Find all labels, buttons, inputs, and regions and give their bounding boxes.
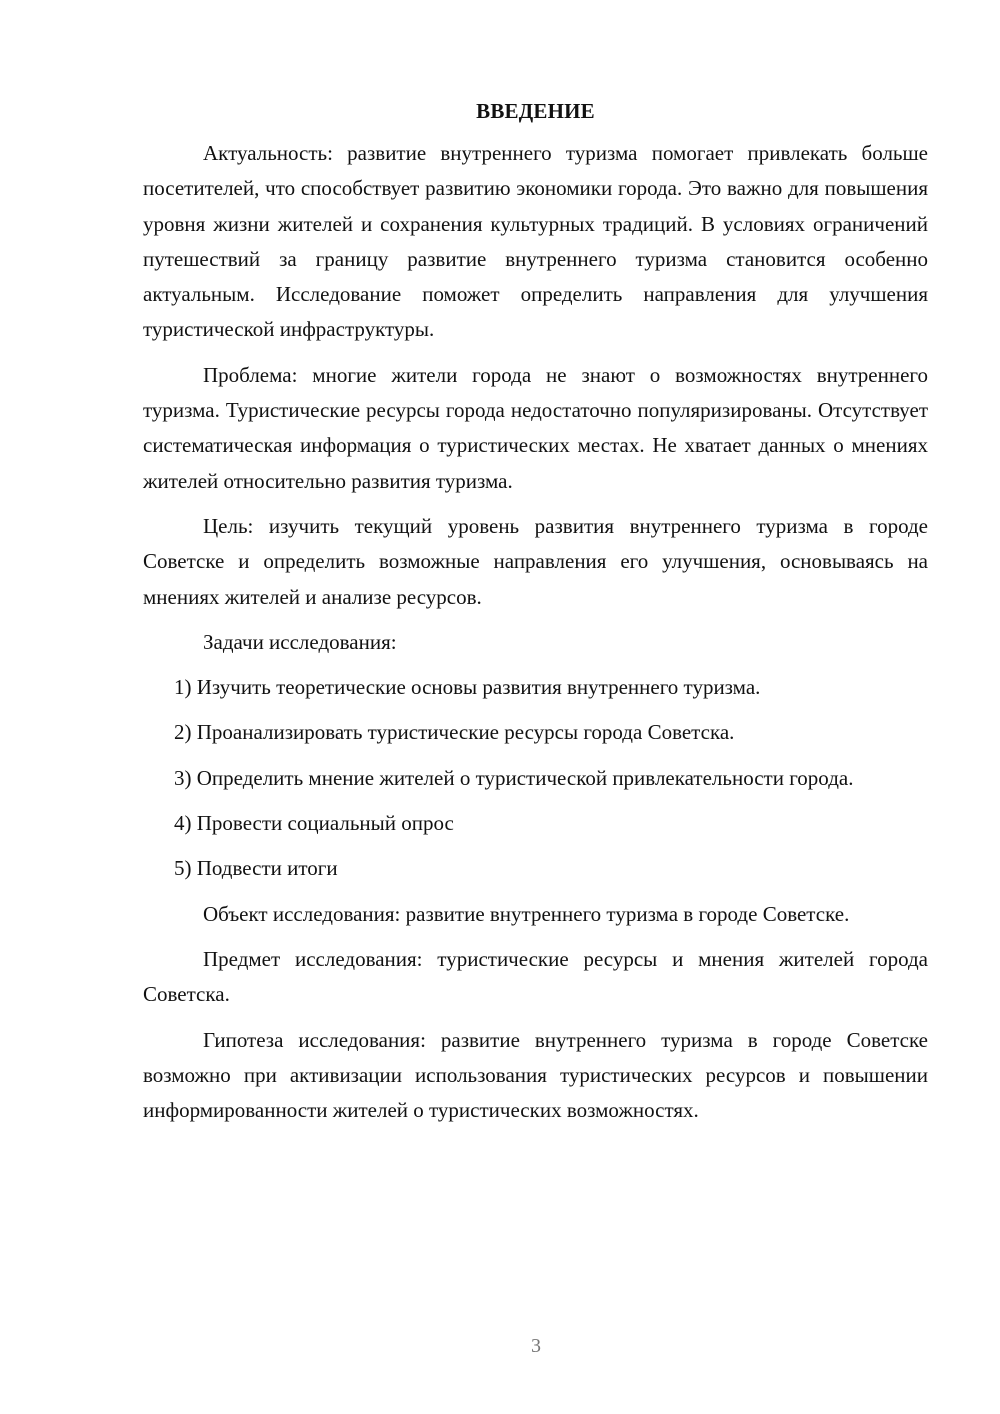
page-number: 3 bbox=[531, 1335, 541, 1357]
page-title: ВВЕДЕНИЕ bbox=[476, 99, 595, 123]
paragraph-problem: Проблема: многие жители города не знают о возможностях внутреннего туризма. Туристические ресурсы города недостаточно популяризированы. Отсутствует систематическая информация о туристических местах. Не хватает данных о мнениях жителей относительно развития туризма. bbox=[143, 362, 928, 493]
task-item-3: 3) Определить мнение жителей о туристической привлекательности города. bbox=[174, 765, 854, 790]
paragraph-goal: Цель: изучить текущий уровень развития внутреннего туризма в городе Советске и определить возможные направления его улучшения, основываясь на мнениях жителей и анализе ресурсов. bbox=[143, 513, 928, 609]
document-body bbox=[143, 96, 928, 1138]
paragraph-relevance: Актуальность: развитие внутреннего туризма помогает привлекать больше посетителей, что способствует развитию экономики города. Это важно для повышения уровня жизни жителей и сохранения культурных традиций. В условиях ограничений путешествий за границу развитие внутреннего туризма становится особенно актуальным. Исследование поможет определить направления для улучшения туристической инфраструктуры. bbox=[143, 141, 928, 342]
tasks-heading: Задачи исследования: bbox=[203, 629, 397, 654]
paragraph-hypothesis: Гипотеза исследования: развитие внутреннего туризма в городе Советске возможно при активизации использования туристических ресурсов и повышении информированности жителей о туристических возможностях. bbox=[143, 1027, 928, 1123]
paragraph-subject: Предмет исследования: туристические ресурсы и мнения жителей города Советска. bbox=[143, 946, 928, 1007]
task-item-5: 5) Подвести итоги bbox=[174, 856, 338, 881]
task-item-1: 1) Изучить теоретические основы развития внутреннего туризма. bbox=[174, 675, 761, 700]
task-item-2: 2) Проанализировать туристические ресурсы города Советска. bbox=[174, 720, 735, 745]
paragraph-object: Объект исследования: развитие внутреннего туризма в городе Советске. bbox=[203, 901, 850, 926]
task-item-4: 4) Провести социальный опрос bbox=[174, 811, 454, 836]
